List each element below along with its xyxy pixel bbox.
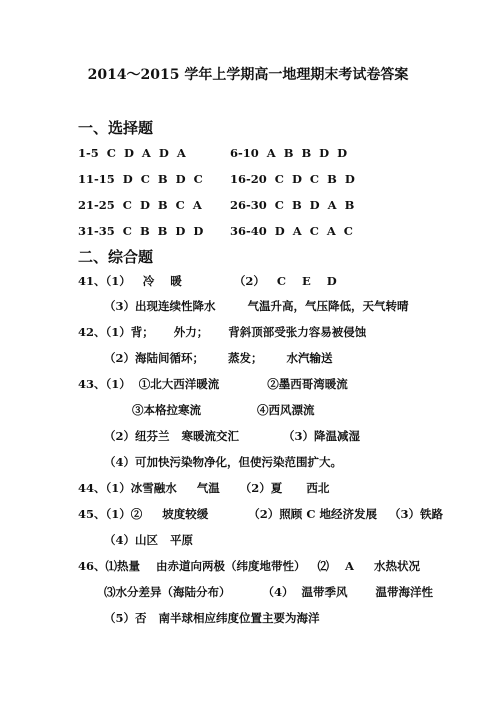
answer-43-part1-row2: ③本格拉寒流 ④西风漂流 bbox=[132, 403, 315, 417]
answer-42-part1: 42、（1）背； 外力； 背斜顶部受张力容易被侵蚀 bbox=[78, 325, 367, 339]
answer-41-part1: 41、（1） 冷 暖 （2） C E D bbox=[78, 274, 337, 288]
choice-answers-6-10: 6-10 A B B D D bbox=[230, 146, 348, 160]
answer-45-part1-3: 45、（1）② 坡度较缓 （2）照顾 C 地经济发展 （3）铁路 bbox=[78, 507, 443, 521]
answer-43-part4: （4）可加快污染物净化，但使污染范围扩大。 bbox=[104, 455, 342, 469]
document-title: 2014～2015 学年上学期高一地理期末考试卷答案 bbox=[87, 67, 409, 83]
choice-answers-16-20: 16-20 C D C B D bbox=[230, 172, 355, 186]
choice-answers-36-40: 36-40 D A C A C bbox=[230, 224, 353, 238]
answer-44: 44、（1）冰雪融水 气温 （2）夏 西北 bbox=[78, 481, 330, 495]
choice-answers-31-35: 31-35 C B B D D bbox=[78, 224, 204, 238]
choice-answers-21-25: 21-25 C D B C A bbox=[78, 198, 202, 212]
answer-43-part2-3: （2）纽芬兰 寒暖流交汇 （3）降温减湿 bbox=[104, 429, 361, 443]
answer-42-part2: （2）海陆间循环； 蒸发； 水汽输送 bbox=[104, 351, 333, 365]
answer-41-part3: （3）出现连续性降水 气温升高，气压降低，天气转晴 bbox=[104, 299, 409, 313]
section-heading-choice: 一、选择题 bbox=[78, 119, 154, 137]
section-heading-comprehensive: 二、综合题 bbox=[78, 248, 154, 266]
choice-answers-11-15: 11-15 D C B D C bbox=[78, 172, 203, 186]
answer-46-part5: （5）否 南半球相应纬度位置主要为海洋 bbox=[104, 611, 320, 625]
answer-43-part1-row1: 43、（1） ①北大西洋暖流 ②墨西哥湾暖流 bbox=[78, 377, 348, 391]
choice-answers-1-5: 1-5 C D A D A bbox=[78, 146, 186, 160]
answer-46-part1-2: 46、⑴热量 由赤道向两极（纬度地带性） ⑵ A 水热状况 bbox=[78, 559, 420, 573]
answer-45-part4: （4）山区 平原 bbox=[104, 533, 194, 547]
answer-46-part3-4: ⑶水分差异（海陆分布） （4） 温带季风 温带海洋性 bbox=[104, 585, 434, 599]
choice-answers-26-30: 26-30 C B D A B bbox=[230, 198, 355, 212]
